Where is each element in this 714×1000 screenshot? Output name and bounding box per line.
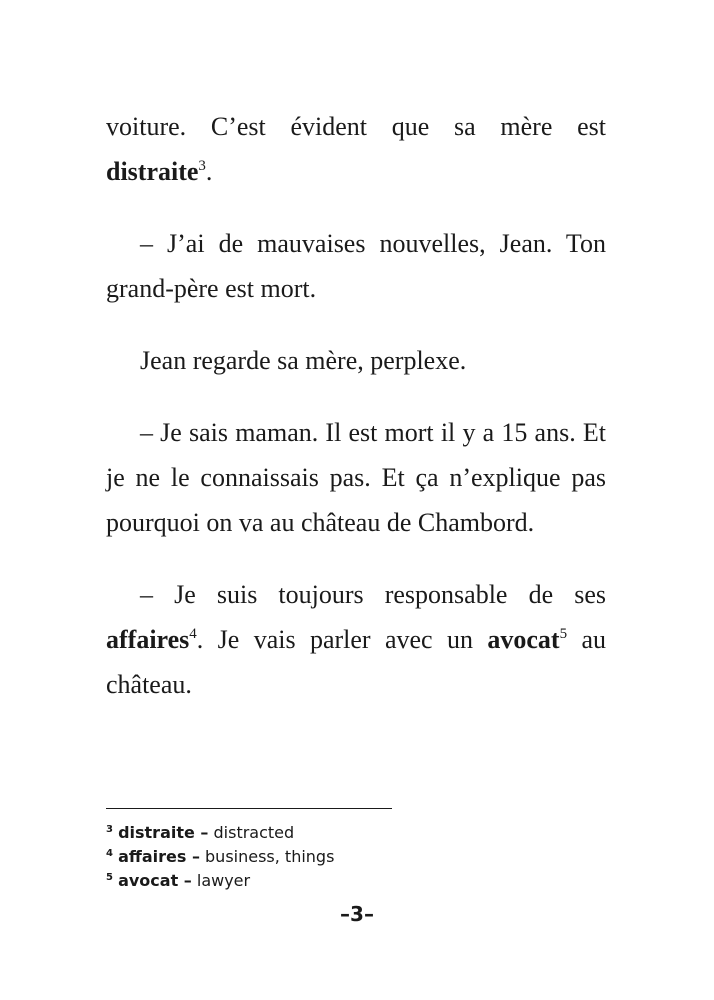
footnote [106,847,334,867]
page-number: –3– [340,902,374,926]
footnote [106,871,250,891]
footnote-number: 3 [106,824,113,835]
text-fragment: . Je vais parler avec un [196,625,488,654]
text-line: – Je suis toujours responsable de ses [140,580,606,609]
text-line: grand-père est mort. [106,274,317,303]
text-line: pourquoi on va au château de Chambord. [106,508,535,537]
text-line: Jean regarde sa mère, perplexe. [140,346,467,375]
footnote-term: distraite – [118,823,209,842]
text-line: je ne le connaissais pas. Et ça n’explique pas [106,463,606,492]
text-fragment: . [205,157,213,186]
footnote-term: avocat – [118,871,192,890]
text-line [106,625,606,655]
vocab-word: avocat [487,625,560,654]
text-line [106,157,606,187]
text-line: voiture. C’est évident que sa mère est [106,112,606,141]
vocab-word: distraite [106,157,199,186]
footnote-definition: distracted [208,823,295,842]
footnote-term: affaires – [118,847,200,866]
vocab-word: affaires [106,625,190,654]
footnote-definition: business, things [199,847,335,866]
footnote-ref: 3 [198,158,206,174]
text-line: – J’ai de mauvaises nouvelles, Jean. Ton [140,229,606,258]
footnote-number: 5 [106,872,113,883]
text-line: château. [106,670,192,699]
footnote [106,823,294,843]
footnote-ref: 5 [559,626,568,642]
text-fragment: au [567,625,607,654]
footnote-divider [106,808,392,809]
footnote-number: 4 [106,848,113,859]
text-line: – Je sais maman. Il est mort il y a 15 ans. Et [140,418,606,447]
footnote-ref: 4 [189,626,197,642]
footnote-definition: lawyer [191,871,251,890]
